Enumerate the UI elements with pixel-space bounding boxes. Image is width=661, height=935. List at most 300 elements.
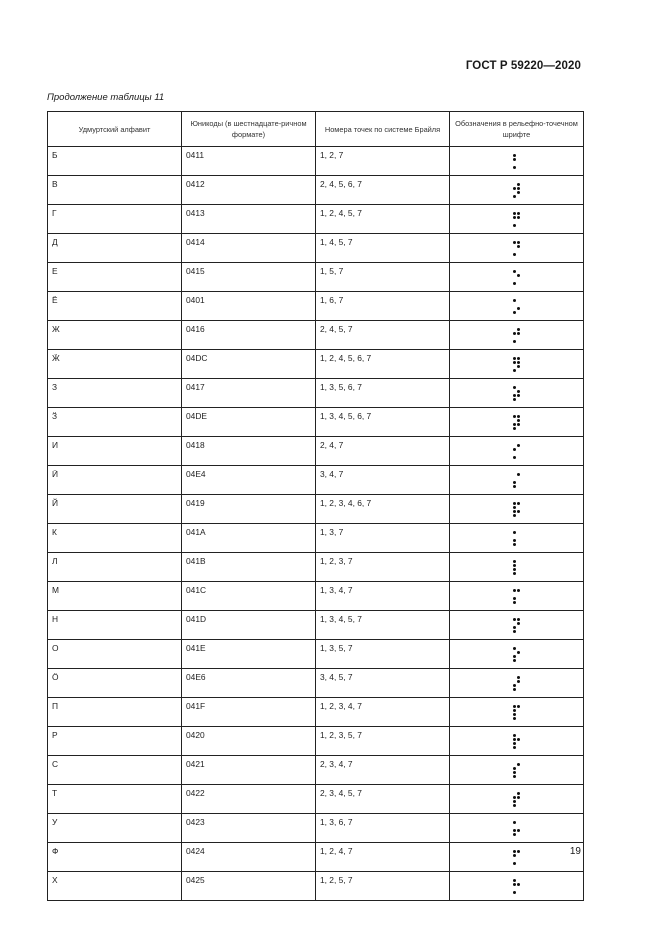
braille-dot <box>513 626 516 629</box>
dots-cell: 1, 3, 6, 7 <box>316 814 450 843</box>
braille-dot <box>513 162 516 165</box>
braille-dot <box>517 216 520 219</box>
braille-dot <box>517 887 520 890</box>
letter-cell: Ж <box>48 321 182 350</box>
braille-dot <box>513 560 516 563</box>
braille-dot <box>517 394 520 397</box>
braille-glyph-icon <box>513 879 520 894</box>
braille-dot <box>513 850 516 853</box>
braille-dot <box>517 220 520 223</box>
dots-cell: 1, 2, 4, 7 <box>316 843 450 872</box>
braille-dot <box>517 166 520 169</box>
braille-dot <box>513 423 516 426</box>
braille-dot <box>517 879 520 882</box>
braille-dot <box>513 456 516 459</box>
braille-dot <box>517 506 520 509</box>
dots-cell: 1, 2, 3, 4, 7 <box>316 698 450 727</box>
braille-glyph-cell <box>450 437 584 466</box>
braille-dot <box>517 568 520 571</box>
braille-glyph-cell <box>450 872 584 901</box>
letter-cell: М <box>48 582 182 611</box>
letter-cell: Е <box>48 263 182 292</box>
header-dots: Номера точек по системе Брайля <box>316 112 450 147</box>
table-caption: Продолжение таблицы 11 <box>47 92 165 103</box>
unicode-cell: 0424 <box>182 843 316 872</box>
braille-dot <box>517 274 520 277</box>
braille-dot <box>517 419 520 422</box>
braille-dot <box>517 328 520 331</box>
braille-dot <box>513 154 516 157</box>
unicode-cell: 0414 <box>182 234 316 263</box>
braille-dot <box>517 278 520 281</box>
braille-dot <box>513 713 516 716</box>
table-row <box>48 234 584 263</box>
braille-glyph-cell <box>450 147 584 176</box>
braille-dot <box>517 676 520 679</box>
unicode-cell: 041F <box>182 698 316 727</box>
braille-glyph-cell <box>450 234 584 263</box>
braille-dot <box>513 618 516 621</box>
braille-dot <box>517 253 520 256</box>
braille-dot <box>517 365 520 368</box>
braille-dot <box>517 241 520 244</box>
braille-dot <box>513 535 516 538</box>
braille-glyph-cell <box>450 408 584 437</box>
braille-dot <box>517 282 520 285</box>
braille-dot <box>517 717 520 720</box>
braille-glyph-icon <box>513 415 520 430</box>
dots-cell: 1, 2, 7 <box>316 147 450 176</box>
braille-glyph-icon <box>513 444 520 459</box>
braille-dot <box>517 564 520 567</box>
braille-dot <box>517 850 520 853</box>
dots-cell: 1, 3, 4, 5, 7 <box>316 611 450 640</box>
braille-dot <box>513 883 516 886</box>
braille-glyph-icon <box>513 763 520 778</box>
letter-cell: Б <box>48 147 182 176</box>
braille-dot <box>513 746 516 749</box>
braille-dot <box>517 183 520 186</box>
braille-glyph-icon <box>513 734 520 749</box>
table-row <box>48 495 584 524</box>
braille-dot <box>517 597 520 600</box>
table-row <box>48 872 584 901</box>
dots-cell: 2, 4, 7 <box>316 437 450 466</box>
braille-dot <box>517 398 520 401</box>
braille-dot <box>517 647 520 650</box>
braille-dot <box>517 332 520 335</box>
table-row <box>48 263 584 292</box>
braille-dot <box>513 303 516 306</box>
braille-glyph-icon <box>513 183 520 198</box>
braille-dot <box>517 771 520 774</box>
braille-glyph-cell <box>450 263 584 292</box>
braille-dot <box>513 249 516 252</box>
unicode-cell: 0412 <box>182 176 316 205</box>
braille-dot <box>517 369 520 372</box>
braille-dot <box>517 340 520 343</box>
unicode-cell: 0418 <box>182 437 316 466</box>
braille-dot <box>513 510 516 513</box>
dots-cell: 1, 2, 3, 4, 6, 7 <box>316 495 450 524</box>
table-row <box>48 437 584 466</box>
letter-cell: Х <box>48 872 182 901</box>
letter-cell: О <box>48 640 182 669</box>
braille-glyph-icon <box>513 357 520 372</box>
dots-cell: 2, 3, 4, 5, 7 <box>316 785 450 814</box>
braille-dot <box>513 597 516 600</box>
braille-glyph-icon <box>513 154 520 169</box>
braille-glyph-cell <box>450 524 584 553</box>
braille-dot <box>517 833 520 836</box>
braille-glyph-icon <box>513 531 520 546</box>
braille-dot <box>517 531 520 534</box>
braille-dot <box>517 601 520 604</box>
braille-glyph-cell <box>450 205 584 234</box>
table-row <box>48 553 584 582</box>
letter-cell: Ӧ <box>48 669 182 698</box>
dots-cell: 3, 4, 5, 7 <box>316 669 450 698</box>
unicode-cell: 04E4 <box>182 466 316 495</box>
braille-dot <box>513 427 516 430</box>
braille-dot <box>513 891 516 894</box>
braille-glyph-icon <box>513 560 520 575</box>
braille-dot <box>517 514 520 517</box>
braille-dot <box>513 357 516 360</box>
braille-dot <box>517 187 520 190</box>
braille-dot <box>513 531 516 534</box>
table-row <box>48 321 584 350</box>
braille-dot <box>513 688 516 691</box>
braille-dot <box>517 883 520 886</box>
dots-cell: 2, 3, 4, 7 <box>316 756 450 785</box>
braille-glyph-cell <box>450 321 584 350</box>
braille-dot <box>513 804 516 807</box>
braille-glyph-icon <box>513 792 520 807</box>
braille-dot <box>513 680 516 683</box>
letter-cell: Й <box>48 495 182 524</box>
braille-dot <box>517 270 520 273</box>
braille-dot <box>517 792 520 795</box>
letter-cell: В <box>48 176 182 205</box>
unicode-cell: 0421 <box>182 756 316 785</box>
dots-cell: 1, 3, 7 <box>316 524 450 553</box>
braille-dot <box>513 887 516 890</box>
braille-dot <box>513 651 516 654</box>
braille-dot <box>517 630 520 633</box>
braille-dot <box>513 593 516 596</box>
braille-dot <box>513 738 516 741</box>
braille-dot <box>513 485 516 488</box>
braille-dot <box>513 709 516 712</box>
dots-cell: 1, 3, 4, 5, 6, 7 <box>316 408 450 437</box>
braille-dot <box>513 763 516 766</box>
unicode-cell: 0422 <box>182 785 316 814</box>
braille-dot <box>517 862 520 865</box>
braille-dot <box>513 452 516 455</box>
braille-dot <box>517 444 520 447</box>
braille-dot <box>517 829 520 832</box>
braille-dot <box>513 622 516 625</box>
table-row <box>48 814 584 843</box>
braille-dot <box>513 183 516 186</box>
braille-dot <box>513 158 516 161</box>
braille-dot <box>513 365 516 368</box>
braille-glyph-cell <box>450 698 584 727</box>
braille-dot <box>513 166 516 169</box>
unicode-cell: 041B <box>182 553 316 582</box>
table-row <box>48 843 584 872</box>
braille-dot <box>513 775 516 778</box>
braille-dot <box>517 448 520 451</box>
braille-dot <box>513 336 516 339</box>
unicode-cell: 041D <box>182 611 316 640</box>
letter-cell: Ф <box>48 843 182 872</box>
braille-dot <box>513 647 516 650</box>
braille-dot <box>513 278 516 281</box>
braille-dot <box>513 659 516 662</box>
braille-dot <box>513 419 516 422</box>
braille-dot <box>513 572 516 575</box>
braille-dot <box>517 245 520 248</box>
letter-cell: Ӥ <box>48 466 182 495</box>
braille-glyph-cell <box>450 466 584 495</box>
braille-dot <box>513 191 516 194</box>
braille-dot <box>513 369 516 372</box>
braille-glyph-cell <box>450 727 584 756</box>
braille-dot <box>517 386 520 389</box>
braille-glyph-cell <box>450 553 584 582</box>
braille-dot <box>517 651 520 654</box>
table-row <box>48 379 584 408</box>
braille-dot <box>513 539 516 542</box>
braille-glyph-cell <box>450 495 584 524</box>
braille-dot <box>517 622 520 625</box>
braille-dot <box>513 601 516 604</box>
braille-dot <box>517 684 520 687</box>
braille-dot <box>513 862 516 865</box>
braille-dot <box>517 655 520 658</box>
braille-dot <box>513 340 516 343</box>
braille-glyph-icon <box>513 241 520 256</box>
braille-glyph-cell <box>450 814 584 843</box>
braille-dot <box>513 502 516 505</box>
braille-dot <box>517 539 520 542</box>
unicode-cell: 0416 <box>182 321 316 350</box>
page-number: 19 <box>569 846 581 857</box>
braille-dot <box>513 394 516 397</box>
braille-glyph-cell <box>450 292 584 321</box>
braille-glyph-icon <box>513 386 520 401</box>
braille-dot <box>517 224 520 227</box>
braille-dot <box>517 775 520 778</box>
unicode-cell: 0417 <box>182 379 316 408</box>
braille-dot <box>517 307 520 310</box>
letter-cell: Ё <box>48 292 182 321</box>
dots-cell: 1, 3, 4, 7 <box>316 582 450 611</box>
braille-dot <box>513 734 516 737</box>
braille-dot <box>513 829 516 832</box>
dots-cell: 1, 2, 3, 5, 7 <box>316 727 450 756</box>
braille-dot <box>513 568 516 571</box>
unicode-cell: 041C <box>182 582 316 611</box>
braille-dot <box>513 386 516 389</box>
braille-dot <box>517 742 520 745</box>
letter-cell: Т <box>48 785 182 814</box>
braille-table <box>47 111 584 901</box>
braille-dot <box>517 361 520 364</box>
dots-cell: 1, 5, 7 <box>316 263 450 292</box>
header-braille: Обозначения в рельефно-точечном шрифте <box>450 112 584 147</box>
braille-dot <box>517 543 520 546</box>
braille-dot <box>513 332 516 335</box>
standard-code: ГОСТ Р 59220—2020 <box>465 60 581 72</box>
dots-cell: 1, 2, 3, 7 <box>316 553 450 582</box>
braille-dot <box>517 734 520 737</box>
braille-dot <box>513 187 516 190</box>
table-row <box>48 785 584 814</box>
braille-dot <box>517 456 520 459</box>
braille-dot <box>517 746 520 749</box>
braille-dot <box>517 299 520 302</box>
braille-dot <box>513 705 516 708</box>
braille-dot <box>513 299 516 302</box>
unicode-cell: 0423 <box>182 814 316 843</box>
braille-dot <box>513 676 516 679</box>
letter-cell: Л <box>48 553 182 582</box>
unicode-cell: 04DC <box>182 350 316 379</box>
braille-dot <box>517 572 520 575</box>
braille-dot <box>513 825 516 828</box>
braille-glyph-cell <box>450 640 584 669</box>
dots-cell: 1, 3, 5, 7 <box>316 640 450 669</box>
unicode-cell: 0419 <box>182 495 316 524</box>
braille-dot <box>517 473 520 476</box>
table-row <box>48 669 584 698</box>
braille-glyph-icon <box>513 502 520 517</box>
braille-dot <box>513 792 516 795</box>
braille-dot <box>513 655 516 658</box>
unicode-cell: 0411 <box>182 147 316 176</box>
braille-dot <box>513 771 516 774</box>
braille-dot <box>517 800 520 803</box>
braille-dot <box>513 361 516 364</box>
unicode-cell: 0415 <box>182 263 316 292</box>
braille-dot <box>513 224 516 227</box>
braille-glyph-icon <box>513 850 520 865</box>
dots-cell: 1, 3, 5, 6, 7 <box>316 379 450 408</box>
braille-glyph-cell <box>450 785 584 814</box>
table-row <box>48 524 584 553</box>
braille-glyph-icon <box>513 270 520 285</box>
braille-dot <box>517 485 520 488</box>
unicode-cell: 0420 <box>182 727 316 756</box>
braille-dot <box>517 738 520 741</box>
braille-dot <box>513 398 516 401</box>
braille-dot <box>517 688 520 691</box>
braille-dot <box>513 245 516 248</box>
braille-dot <box>513 241 516 244</box>
braille-dot <box>513 684 516 687</box>
braille-dot <box>517 249 520 252</box>
braille-dot <box>513 307 516 310</box>
unicode-cell: 0401 <box>182 292 316 321</box>
table-row <box>48 756 584 785</box>
table-row <box>48 582 584 611</box>
braille-dot <box>517 560 520 563</box>
table-row <box>48 205 584 234</box>
braille-glyph-icon <box>513 328 520 343</box>
braille-dot <box>517 212 520 215</box>
dots-cell: 1, 6, 7 <box>316 292 450 321</box>
braille-dot <box>517 804 520 807</box>
braille-dot <box>513 879 516 882</box>
letter-cell: З <box>48 379 182 408</box>
letter-cell: У <box>48 814 182 843</box>
braille-dot <box>517 821 520 824</box>
braille-dot <box>513 564 516 567</box>
braille-dot <box>513 858 516 861</box>
braille-dot <box>513 220 516 223</box>
table-row <box>48 466 584 495</box>
letter-cell: Г <box>48 205 182 234</box>
braille-dot <box>517 680 520 683</box>
braille-dot <box>513 630 516 633</box>
braille-glyph-cell <box>450 611 584 640</box>
dots-cell: 2, 4, 5, 6, 7 <box>316 176 450 205</box>
braille-glyph-cell <box>450 350 584 379</box>
braille-glyph-cell <box>450 379 584 408</box>
letter-cell: С <box>48 756 182 785</box>
braille-dot <box>517 796 520 799</box>
braille-dot <box>513 282 516 285</box>
braille-dot <box>513 390 516 393</box>
braille-dot <box>517 709 520 712</box>
braille-dot <box>513 821 516 824</box>
braille-glyph-icon <box>513 676 520 691</box>
braille-dot <box>517 481 520 484</box>
table-body <box>48 147 584 901</box>
braille-dot <box>517 191 520 194</box>
dots-cell: 1, 2, 4, 5, 7 <box>316 205 450 234</box>
braille-dot <box>517 502 520 505</box>
unicode-cell: 0425 <box>182 872 316 901</box>
table-row <box>48 176 584 205</box>
letter-cell: Н <box>48 611 182 640</box>
braille-glyph-icon <box>513 705 520 720</box>
braille-dot <box>517 825 520 828</box>
braille-glyph-icon <box>513 618 520 633</box>
table-header-row <box>48 112 584 147</box>
table-row <box>48 147 584 176</box>
braille-glyph-cell <box>450 582 584 611</box>
braille-dot <box>517 427 520 430</box>
braille-dot <box>517 858 520 861</box>
braille-dot <box>517 763 520 766</box>
dots-cell: 1, 2, 4, 5, 6, 7 <box>316 350 450 379</box>
braille-dot <box>517 390 520 393</box>
table-row <box>48 640 584 669</box>
braille-glyph-cell <box>450 176 584 205</box>
braille-dot <box>517 593 520 596</box>
braille-glyph-icon <box>513 589 520 604</box>
braille-dot <box>517 535 520 538</box>
unicode-cell: 04DE <box>182 408 316 437</box>
braille-dot <box>513 212 516 215</box>
letter-cell: И <box>48 437 182 466</box>
braille-glyph-cell <box>450 843 584 872</box>
braille-dot <box>517 452 520 455</box>
